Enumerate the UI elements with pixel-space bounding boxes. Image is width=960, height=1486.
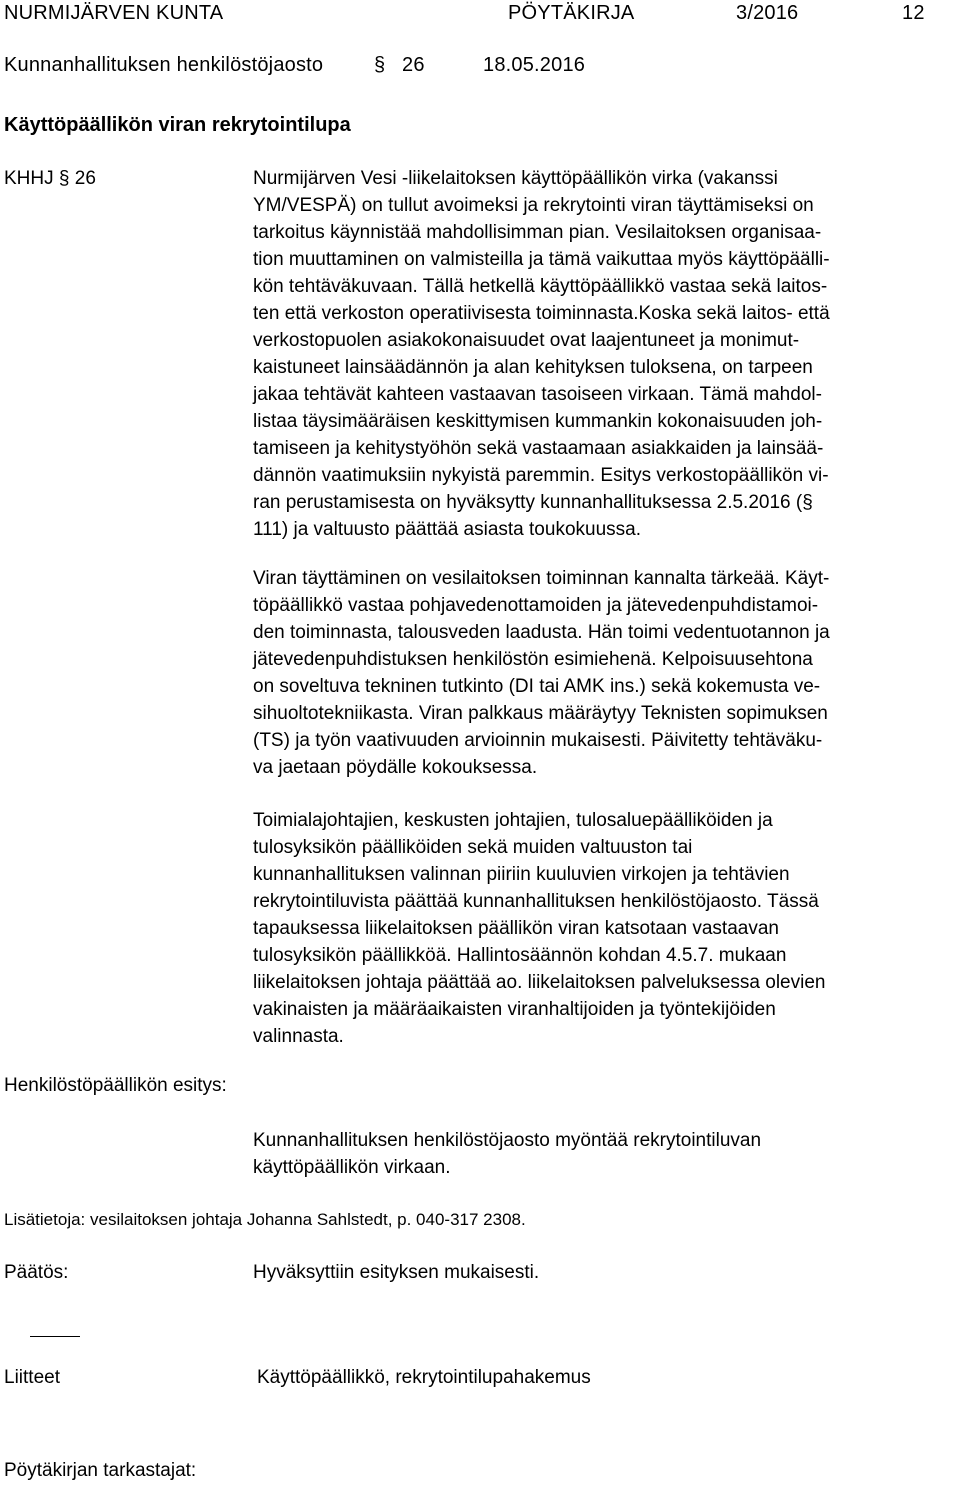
text-line: vakinaisten ja määräaikaisten viranhaltijoiden ja työntekijöiden	[253, 999, 776, 1020]
document-type: PÖYTÄKIRJA	[508, 2, 635, 24]
divider	[30, 1336, 80, 1337]
text-line: tulosyksikön päälliköiden sekä muiden valtuuston tai	[253, 837, 693, 858]
text-line: liikelaitoksen johtaja päättää ao. liikelaitoksen palveluksessa olevien	[253, 972, 826, 993]
text-line: töpäällikkö vastaa pohjavedenottamoiden ja jätevedenpuhdistamoi-	[253, 595, 819, 616]
text-line: va jaetaan pöydälle kokouksessa.	[253, 757, 538, 778]
organization-name: NURMIJÄRVEN KUNTA	[4, 2, 224, 24]
paragraph-authority	[253, 807, 959, 1050]
text-line: valinnasta.	[253, 1026, 344, 1047]
text-line: sihuoltotekniikasta. Viran palkkaus määräytyy Teknisten sopimuksen	[253, 703, 828, 724]
section-mark: §	[374, 54, 386, 76]
text-line: (TS) ja työn vaativuuden arvioinnin mukaisesti. Päivitetty tehtäväku-	[253, 730, 823, 751]
case-label: KHHJ	[4, 168, 54, 189]
text-line: on soveltuva tekninen tutkinto (DI tai AMK ins.) sekä kokemusta ve-	[253, 676, 821, 697]
text-line: den toiminnasta, talousveden laadusta. Hän toimi vedentuotannon ja	[253, 622, 830, 643]
text-line: verkostopuolen asiakokonaisuudet ovat laajentuneet ja monimut-	[253, 330, 800, 351]
paragraph-background	[253, 165, 959, 543]
decision-label: Päätös:	[4, 1262, 69, 1283]
text-line: rekrytointiluvista päättää kunnanhallituksen henkilöstöjaosto. Tässä	[253, 891, 819, 912]
meeting-date: 18.05.2016	[483, 54, 586, 76]
decision-text: Hyväksyttiin esityksen mukaisesti.	[253, 1262, 540, 1283]
case-section-mark: §	[58, 168, 70, 189]
text-line: tion muuttaminen on valmisteilla ja tämä vaikuttaa myös käyttöpäälli-	[253, 249, 830, 270]
text-line: käyttöpäällikön virkaan.	[253, 1157, 451, 1178]
page-title: Käyttöpäällikön viran rekrytointilupa	[4, 114, 351, 136]
proposal-label: Henkilöstöpäällikön esitys:	[4, 1075, 227, 1096]
text-line: Viran täyttäminen on vesilaitoksen toiminnan kannalta tärkeää. Käyt-	[253, 568, 830, 589]
reviewers-label: Pöytäkirjan tarkastajat:	[4, 1460, 197, 1481]
proposal-text	[253, 1127, 959, 1181]
additional-info: Lisätietoja: vesilaitoksen johtaja Johanna Sahlstedt, p. 040-317 2308.	[4, 1210, 526, 1229]
paragraph-requirements	[253, 565, 959, 781]
text-line: ran perustamisesta on hyväksytty kunnanhallituksessa 2.5.2016 (§	[253, 492, 813, 513]
text-line: dännön vaatimuksiin nykyistä paremmin. Esitys verkostopäällikön vi-	[253, 465, 829, 486]
case-number: 26	[74, 168, 96, 189]
text-line: tulosyksikön päällikköä. Hallintosäännön kohdan 4.5.7. mukaan	[253, 945, 787, 966]
section-number: 26	[402, 54, 425, 76]
text-line: 111) ja valtuusto päättää asiasta toukokuussa.	[253, 519, 641, 540]
text-line: listaa täysimääräisen keskittymisen kummankin kokonaisuuden joh-	[253, 411, 823, 432]
text-line: kön tehtäväkuvaan. Tällä hetkellä käyttöpäällikkö vastaa sekä laitos-	[253, 276, 828, 297]
text-line: Toimialajohtajien, keskusten johtajien, tulosaluepäälliköiden ja	[253, 810, 773, 831]
text-line: kaistuneet lainsäädännön ja alan kehityksen tuloksena, on tarpeen	[253, 357, 813, 378]
text-line: tapauksessa liikelaitoksen päällikön viran katsotaan vastaavan	[253, 918, 779, 939]
document-number: 3/2016	[736, 2, 799, 24]
text-line: tarkoitus käynnistää mahdollisimman pian. Vesilaitoksen organisaa-	[253, 222, 822, 243]
text-line: tamiseen ja kehitystyöhön sekä vastaamaan asiakkaiden ja lainsää-	[253, 438, 824, 459]
text-line: Kunnanhallituksen henkilöstöjaosto myöntää rekrytointiluvan	[253, 1130, 762, 1151]
text-line: YM/VESPÄ) on tullut avoimeksi ja rekrytointi viran täyttämiseksi on	[253, 195, 814, 216]
attachments-label: Liitteet	[4, 1367, 60, 1388]
text-line: jätevedenpuhdistuksen henkilöstön esimiehenä. Kelpoisuusehtona	[253, 649, 813, 670]
page-number: 12	[902, 2, 925, 24]
meeting-body: Kunnanhallituksen henkilöstöjaosto	[4, 54, 324, 76]
text-line: jakaa tehtävät kahteen vastaavan tasoiseen virkaan. Tämä mahdol-	[253, 384, 822, 405]
text-line: Nurmijärven Vesi -liikelaitoksen käyttöpäällikön virka (vakanssi	[253, 168, 778, 189]
text-line: ten että verkoston operatiivisesta toiminnasta.Koska sekä laitos- että	[253, 303, 830, 324]
text-line: kunnanhallituksen valinnan piiriin kuuluvien virkojen ja tehtävien	[253, 864, 790, 885]
case-reference	[4, 168, 96, 190]
attachments-text: Käyttöpäällikkö, rekrytointilupahakemus	[257, 1367, 591, 1388]
